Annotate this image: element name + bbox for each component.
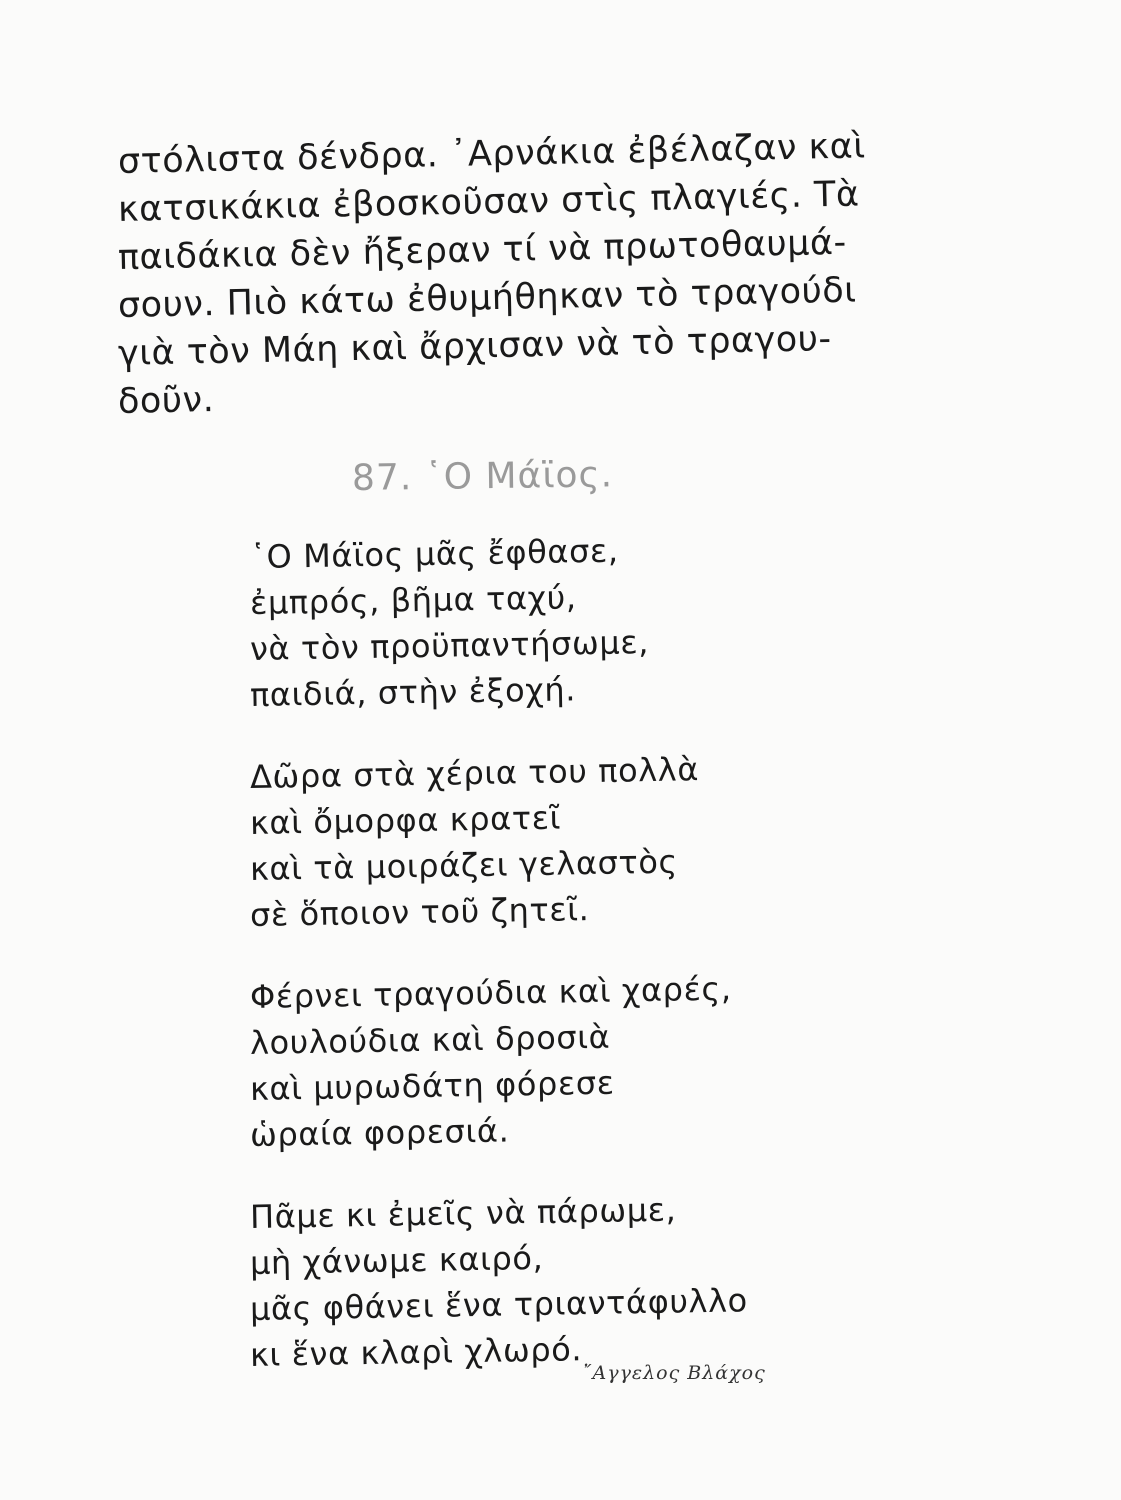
poem-line: ἐμπρός, βῆμα ταχύ, [249,578,577,622]
prose-line: στόλιστα δένδρα. ᾿Αρνάκια ἐβέλαζαν καὶ [117,126,867,182]
prose-line: δοῦν. [117,379,215,422]
poem-line: ὡραία φορεσιά. [249,1111,510,1154]
poem-line: μὴ χάνωμε καιρό, [249,1238,544,1282]
prose-line: παιδάκια δὲν ἤξεραν τί νὰ πρωτοθαυμά- [117,222,848,278]
prose-paragraph [117,126,958,426]
prose-line: κατσικάκια ἐβοσκοῦσαν στὶς πλαγιές. Τὰ [117,174,860,230]
poem-line: καὶ τὰ μοιράζει γελαστὸς [249,842,679,888]
poem-line: καὶ ὄμορφα κρατεῖ [249,798,562,842]
poem-line: παιδιά, στὴν ἐξοχή. [249,670,577,714]
poem-body [249,531,890,1414]
poem-title: 87. ῾Ο Μάϊος. [351,454,614,499]
poem-line: μᾶς φθάνει ἕνα τριαντάφυλλο [249,1281,749,1328]
prose-line: γιὰ τὸν Μάη καὶ ἄρχισαν νὰ τὸ τραγου- [117,319,832,374]
stanza-1 [249,531,890,718]
stanza-4 [249,1190,890,1378]
poem-line: κι ἕνα κλαρὶ χλωρό. [249,1330,583,1374]
poem-line: σὲ ὅποιον τοῦ ζητεῖ. [249,890,590,934]
poem-line: Δῶρα στὰ χέρια του πολλὰ [249,750,700,796]
poem-line: νὰ τὸν προϋπαντήσωμε, [249,623,650,668]
poem-author: ῎Αγγελος Βλάχος [582,1362,766,1384]
stanza-3 [249,969,890,1158]
poem-line: λουλούδια καὶ δροσιὰ [249,1017,611,1062]
poem-line: Πᾶμε κι ἐμεῖς νὰ πάρωμε, [249,1190,677,1236]
poem-line: καὶ μυρωδάτη φόρεσε [249,1063,615,1108]
prose-line: σουν. Πιὸ κάτω ἐθυμήθηκαν τὸ τραγούδι [117,270,857,326]
stanza-2 [249,750,890,938]
poem-line: ῾Ο Μάϊος μᾶς ἔφθασε, [249,531,619,576]
poem-line: Φέρνει τραγούδια καὶ χαρές, [249,969,732,1016]
